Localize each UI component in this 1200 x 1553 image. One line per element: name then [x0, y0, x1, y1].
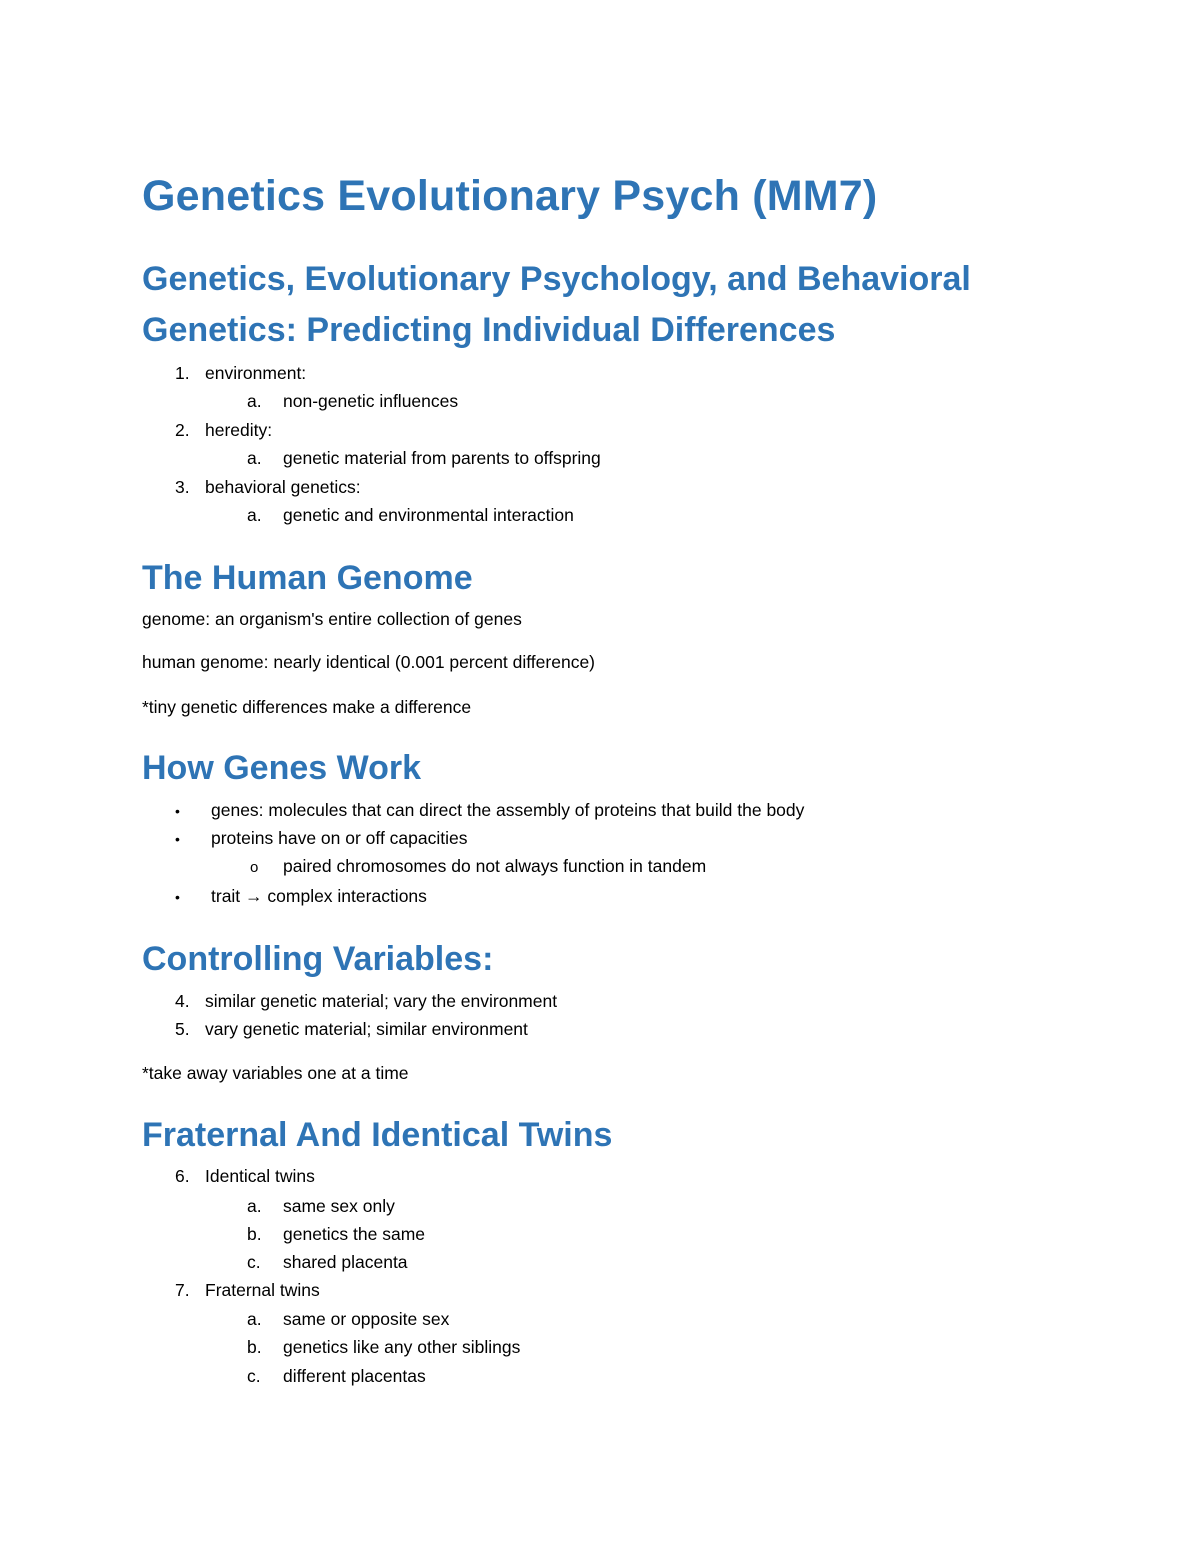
sub-list-letter: a. [247, 448, 262, 468]
list-item [175, 363, 306, 384]
sub-list-item [247, 505, 574, 526]
list-item-text: Identical twins [205, 1166, 315, 1186]
list-item-text: vary genetic material; similar environment [205, 1019, 528, 1039]
sub-list-item-text: non-genetic influences [283, 391, 459, 411]
list-item-text: environment: [205, 363, 307, 383]
paragraph: genome: an organism's entire collection of genes [142, 609, 522, 629]
list-item [175, 1280, 320, 1301]
sub-list-item-text: shared placenta [283, 1252, 408, 1272]
bullet-marker: • [175, 803, 180, 819]
list-number: 4. [175, 991, 190, 1011]
list-item-text: behavioral genetics: [205, 477, 361, 497]
list-item [175, 991, 557, 1012]
section-heading-line1: Genetics, Evolutionary Psychology, and Behavioral [142, 260, 971, 298]
sub-list-item-text: genetic and environmental interaction [283, 505, 574, 525]
sub-list-item [247, 1196, 395, 1217]
bullet-text: genes: molecules that can direct the assembly of proteins that build the body [211, 800, 805, 820]
sub-list-letter: a. [247, 1196, 262, 1216]
sub-list-letter: c. [247, 1366, 261, 1386]
note: *take away variables one at a time [142, 1063, 409, 1083]
sub-list-item-text: genetics like any other siblings [283, 1337, 521, 1357]
list-item [175, 477, 361, 498]
sub-bullet-marker: o [250, 859, 259, 876]
section-heading: Fraternal And Identical Twins [142, 1116, 613, 1154]
sub-list-item-text: different placentas [283, 1366, 426, 1386]
sub-list-item [247, 448, 601, 469]
sub-list-item [247, 391, 458, 412]
sub-list-item [247, 1224, 425, 1245]
sub-list-letter: b. [247, 1224, 262, 1244]
bullet-item [175, 800, 804, 821]
sub-list-item [247, 1337, 520, 1358]
list-item-text: similar genetic material; vary the environment [205, 991, 558, 1011]
sub-bullet-item [250, 856, 706, 877]
sub-list-letter: a. [247, 391, 262, 411]
sub-bullet-text: paired chromosomes do not always function in tandem [283, 856, 707, 876]
section-heading: How Genes Work [142, 749, 421, 787]
sub-list-item-text: same sex only [283, 1196, 395, 1216]
list-number: 5. [175, 1019, 190, 1039]
document-title: Genetics Evolutionary Psych (MM7) [142, 172, 878, 220]
section-heading: The Human Genome [142, 559, 473, 597]
list-item [175, 1019, 528, 1040]
list-item [175, 420, 272, 441]
sub-list-item [247, 1309, 449, 1330]
bullet-text: trait → complex interactions [211, 886, 427, 906]
list-number: 7. [175, 1280, 190, 1300]
list-item [175, 1166, 315, 1187]
sub-list-item [247, 1366, 426, 1387]
list-item-text: Fraternal twins [205, 1280, 320, 1300]
list-number: 3. [175, 477, 190, 497]
section-heading-line2: Genetics: Predicting Individual Differences [142, 311, 836, 349]
section-heading: Controlling Variables: [142, 940, 494, 978]
paragraph: *tiny genetic differences make a difference [142, 697, 472, 717]
sub-list-item-text: genetics the same [283, 1224, 426, 1244]
list-number: 2. [175, 420, 190, 440]
bullet-item [175, 828, 468, 849]
bullet-marker: • [175, 889, 180, 905]
sub-list-letter: a. [247, 1309, 262, 1329]
sub-list-item [247, 1252, 408, 1273]
sub-list-letter: c. [247, 1252, 261, 1272]
sub-list-item-text: genetic material from parents to offspring [283, 448, 601, 468]
bullet-text: proteins have on or off capacities [211, 828, 468, 848]
sub-list-letter: b. [247, 1337, 262, 1357]
list-number: 6. [175, 1166, 190, 1186]
sub-list-letter: a. [247, 505, 262, 525]
bullet-marker: • [175, 831, 180, 847]
paragraph: human genome: nearly identical (0.001 percent difference) [142, 652, 596, 672]
list-number: 1. [175, 363, 190, 383]
bullet-item [175, 886, 427, 907]
sub-list-item-text: same or opposite sex [283, 1309, 450, 1329]
list-item-text: heredity: [205, 420, 273, 440]
